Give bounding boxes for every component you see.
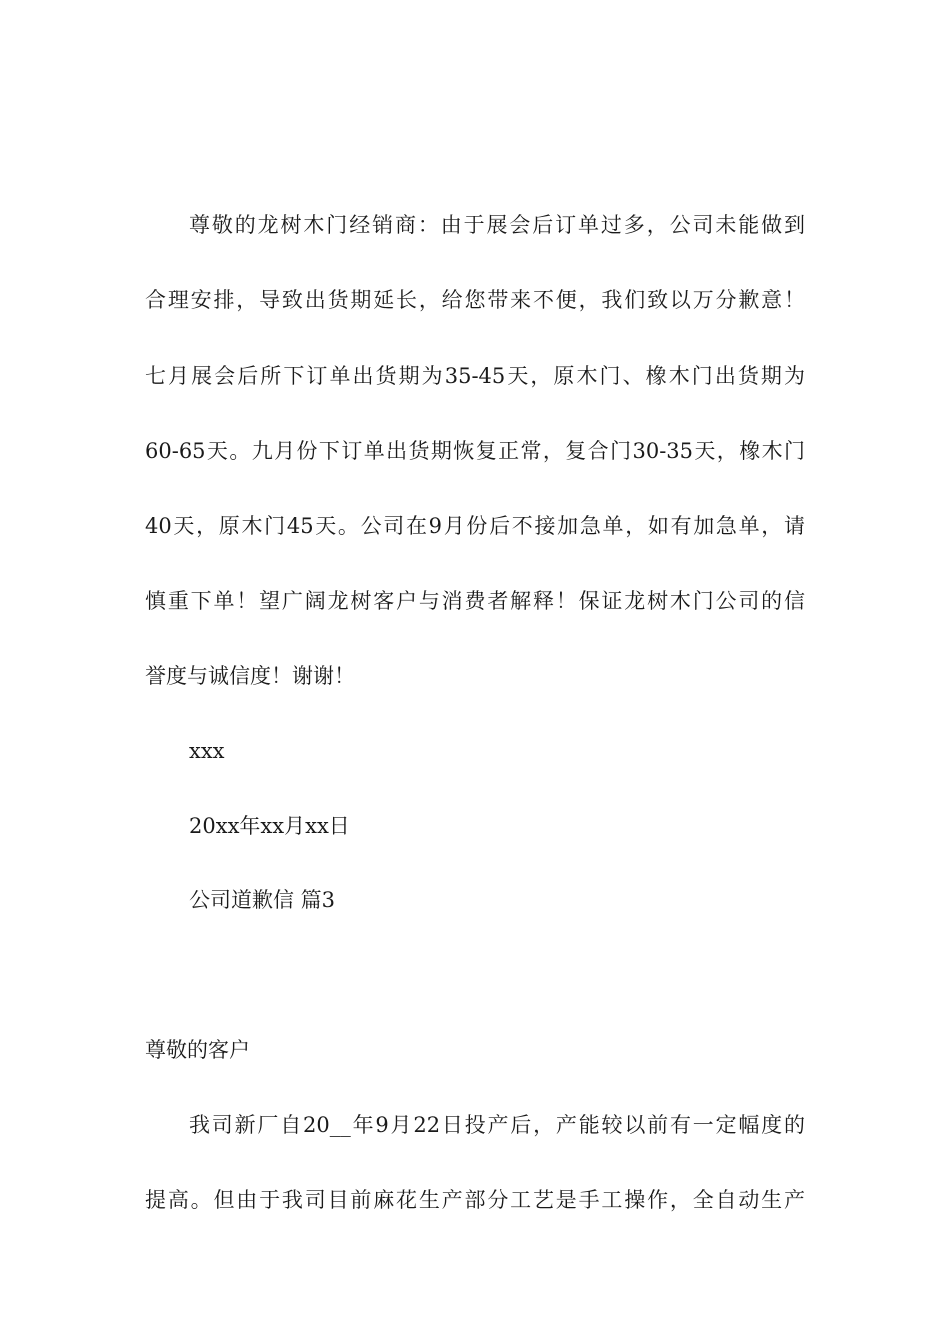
letter2-paragraph-line-1: 尊敬的龙树木门经销商：由于展会后订单过多，公司未能做到 (189, 213, 805, 237)
letter2-paragraph-line-3: 七月展会后所下订单出货期为35-45天，原木门、橡木门出货期为 (145, 364, 805, 388)
letter2-date: 20xx年xx月xx日 (189, 814, 350, 838)
letter3-paragraph-line-1: 我司新厂自20__年9月22日投产后，产能较以前有一定幅度的 (189, 1113, 805, 1137)
letter2-paragraph-line-6: 慎重下单！望广阔龙树客户与消费者解释！保证龙树木门公司的信 (145, 589, 805, 613)
letter2-signature: xxx (189, 739, 225, 763)
section-heading: 公司道歉信 篇3 (189, 888, 336, 912)
letter3-paragraph-line-2: 提高。但由于我司目前麻花生产部分工艺是手工操作，全自动生产 (145, 1188, 805, 1212)
letter2-paragraph-line-4: 60-65天。九月份下订单出货期恢复正常，复合门30-35天，橡木门 (145, 439, 805, 463)
letter2-paragraph-line-7: 誉度与诚信度！谢谢！ (145, 664, 355, 688)
letter2-paragraph-line-5: 40天，原木门45天。公司在9月份后不接加急单，如有加急单，请 (145, 514, 805, 538)
letter2-paragraph-line-2: 合理安排，导致出货期延长，给您带来不便，我们致以万分歉意！ (145, 288, 805, 312)
letter3-salutation: 尊敬的客户 (145, 1038, 250, 1062)
